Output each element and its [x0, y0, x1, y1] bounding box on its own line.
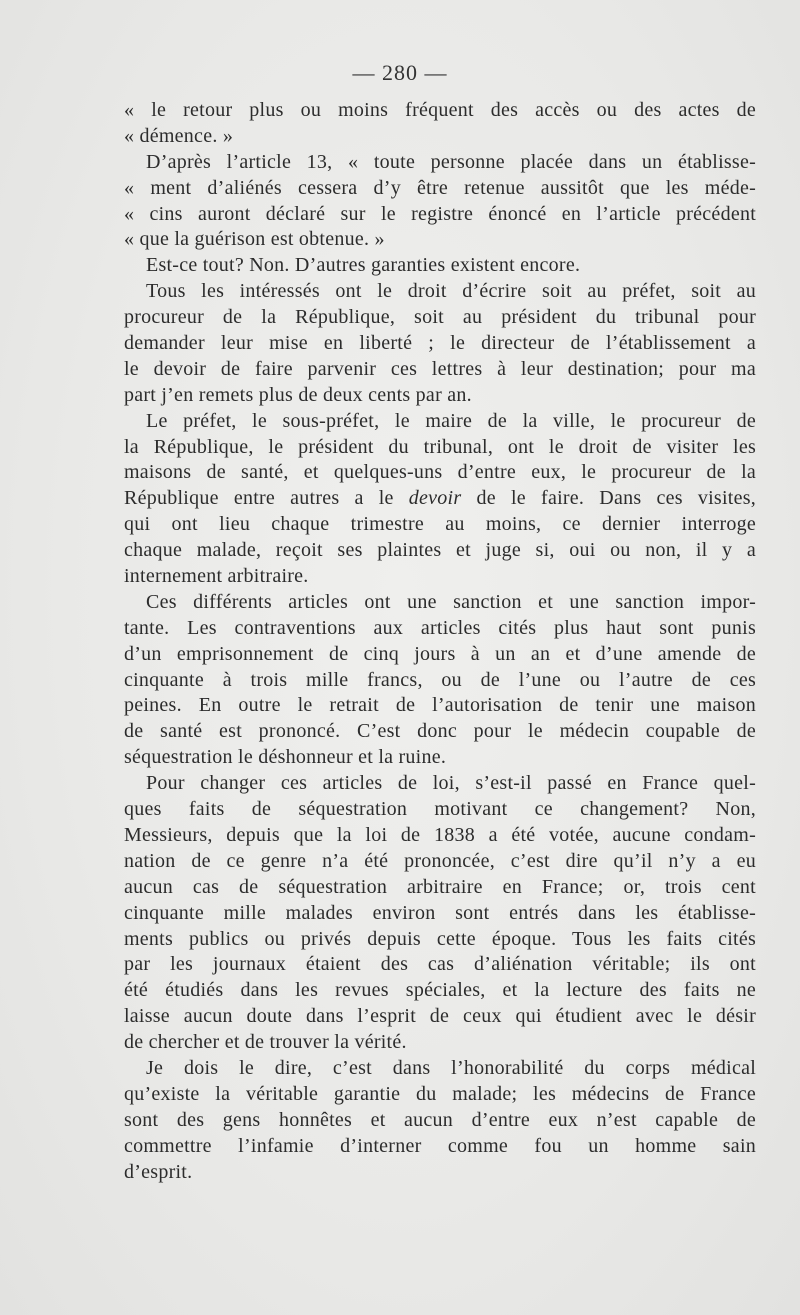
text-line: part j’en remets plus de deux cents par an. — [124, 383, 472, 406]
text-line: D’après l’article 13, « toute personne placée dans un établisse- — [146, 150, 756, 173]
text-line: séquestration le déshonneur et la ruine. — [124, 746, 447, 769]
text-line: peines. En outre le retrait de l’autorisation de tenir une maison — [124, 694, 756, 717]
text-line: Messieurs, depuis que la loi de 1838 a été votée, aucune condam- — [124, 823, 756, 846]
text-line: d’esprit. — [124, 1160, 193, 1183]
text-line: « démence. » — [124, 124, 234, 147]
text-line: sont des gens honnêtes et aucun d’entre eux n’est capable de — [124, 1108, 756, 1131]
text-line: qui ont lieu chaque trimestre au moins, ce dernier interroge — [124, 513, 756, 536]
text-line: demander leur mise en liberté ; le directeur de l’établissement a — [124, 332, 756, 355]
text-line: « que la guérison est obtenue. » — [124, 228, 385, 251]
text-line: cinquante à trois mille francs, ou de l’une ou l’autre de ces — [124, 668, 756, 691]
text-line: Est-ce tout? Non. D’autres garanties existent encore. — [146, 254, 581, 277]
text-line: Le préfet, le sous-préfet, le maire de la ville, le procureur de — [146, 409, 756, 432]
text-line: cinquante mille malades environ sont entrés dans les établisse- — [124, 901, 756, 924]
text-line: la République, le président du tribunal, ont le droit de visiter les — [124, 435, 756, 458]
body-text — [124, 98, 756, 1185]
text-line: Je dois le dire, c’est dans l’honorabilité du corps médical — [146, 1056, 756, 1079]
text-line: commettre l’infamie d’interner comme fou un homme sain — [124, 1134, 756, 1157]
text-line: ments publics ou privés depuis cette époque. Tous les faits cités — [124, 927, 756, 950]
text-line: nation de ce genre n’a été prononcée, c’est dire qu’il n’y a eu — [124, 849, 756, 872]
text-line-with-italic — [124, 486, 756, 512]
page-number: — 280 — — [352, 60, 448, 85]
text-line: Tous les intéressés ont le droit d’écrire soit au préfet, soit au — [146, 280, 756, 303]
text-line: Ces différents articles ont une sanction et une sanction impor- — [146, 590, 756, 613]
text-line: par les journaux étaient des cas d’aliénation véritable; ils ont — [124, 953, 756, 976]
italic-word: devoir — [408, 487, 462, 510]
text-line: qu’existe la véritable garantie du malade; les médecins de France — [124, 1082, 756, 1105]
text-segment: de le faire. Dans ces visites, — [461, 487, 756, 510]
text-line: « le retour plus ou moins fréquent des accès ou des actes de — [124, 99, 756, 121]
text-line: chaque malade, reçoit ses plaintes et juge si, oui ou non, il y a — [124, 539, 756, 562]
text-line: tante. Les contraventions aux articles cités plus haut sont punis — [124, 616, 756, 639]
text-line: « ment d’aliénés cessera d’y être retenue aussitôt que les méde- — [124, 176, 756, 199]
text-line: laisse aucun doute dans l’esprit de ceux qui étudient avec le désir — [124, 1005, 756, 1028]
text-line: aucun cas de séquestration arbitraire en France; or, trois cent — [124, 875, 756, 898]
text-line: le devoir de faire parvenir ces lettres à leur destination; pour ma — [124, 357, 756, 380]
text-line: de chercher et de trouver la vérité. — [124, 1031, 407, 1054]
text-line: ques faits de séquestration motivant ce changement? Non, — [124, 798, 756, 821]
text-line: été étudiés dans les revues spéciales, et la lecture des faits ne — [124, 979, 756, 1002]
text-line: « cins auront déclaré sur le registre énoncé en l’article précédent — [124, 202, 756, 225]
text-line: procureur de la République, soit au président du tribunal pour — [124, 306, 756, 329]
text-line: internement arbitraire. — [124, 565, 309, 588]
text-line: d’un emprisonnement de cinq jours à un an et d’une amende de — [124, 642, 756, 665]
text-line: Pour changer ces articles de loi, s’est-il passé en France quel- — [146, 772, 756, 795]
text-line: maisons de santé, et quelques-uns d’entre eux, le procureur de la — [124, 461, 756, 484]
text-line: de santé est prononcé. C’est donc pour le médecin coupable de — [124, 720, 756, 743]
text-segment: République entre autres a le — [124, 487, 409, 510]
